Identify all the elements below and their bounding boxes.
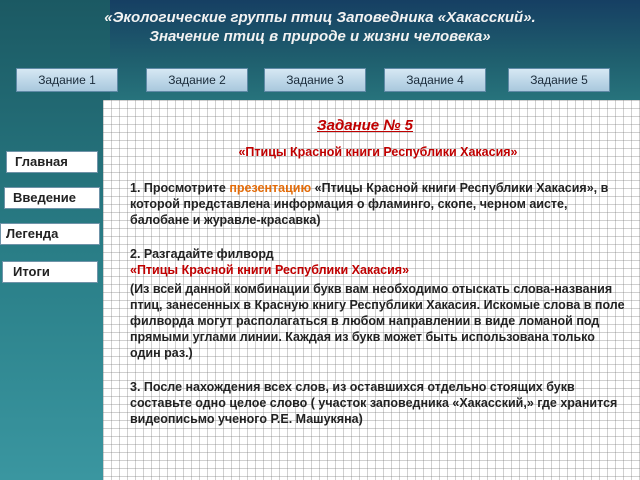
tab-task-5[interactable]: Задание 5 [508,68,610,92]
tab-task-2[interactable]: Задание 2 [146,68,248,92]
title-line-2: Значение птиц в природе и жизни человека» [149,28,491,45]
task-subtitle: «Птицы Красной книги Республики Хакасия» [238,145,518,159]
tab-task-4[interactable]: Задание 4 [384,68,486,92]
task-tabs [0,68,640,94]
fillword-link[interactable]: «Птицы Красной книги Республики Хакасия» [130,263,410,277]
sidebar-item-home[interactable]: Главная [6,151,98,173]
step-2-text: (Из всей данной комбинации букв вам необходимо отыскать слова-названия птиц, занесенных в Красную книгу Республики Хакасия. Искомые слова в поле филворда могут располагаться в любом направлении в виде ломаной под прямыми углами линии. Каждая из букв может быть использована только один раз.) [130,282,625,360]
step-1 [130,180,626,228]
page-title [40,8,600,46]
sidebar-item-intro[interactable]: Введение [4,187,100,209]
title-line-1: «Экологические группы птиц Заповедника «Хакасский». [104,9,536,26]
task-content [130,118,626,427]
step-1-text: «Птицы Красной книги Республики Хакасия», в которой представлена информация о фламинго, скопе, черном аисте, балобане и журавле-красавка) [130,181,609,227]
tab-task-1[interactable]: Задание 1 [16,68,118,92]
presentation-link[interactable]: презентацию [229,181,312,195]
step-2-heading: 2. Разгадайте филворд [130,247,274,261]
step-3-text: 3. После нахождения всех слов, из оставшихся отдельно стоящих букв составьте одно целое слово ( участок заповедника «Хакасский,» где хранится видеописьмо ученого Р.Е. Машукяна) [130,380,618,426]
sidebar-item-results[interactable]: Итоги [2,261,98,283]
step-1-prefix: 1. Просмотрите [130,181,230,195]
sidebar-item-legend[interactable]: Легенда [0,223,100,245]
tab-task-3[interactable]: Задание 3 [264,68,366,92]
task-heading: Задание № 5 [316,117,414,134]
